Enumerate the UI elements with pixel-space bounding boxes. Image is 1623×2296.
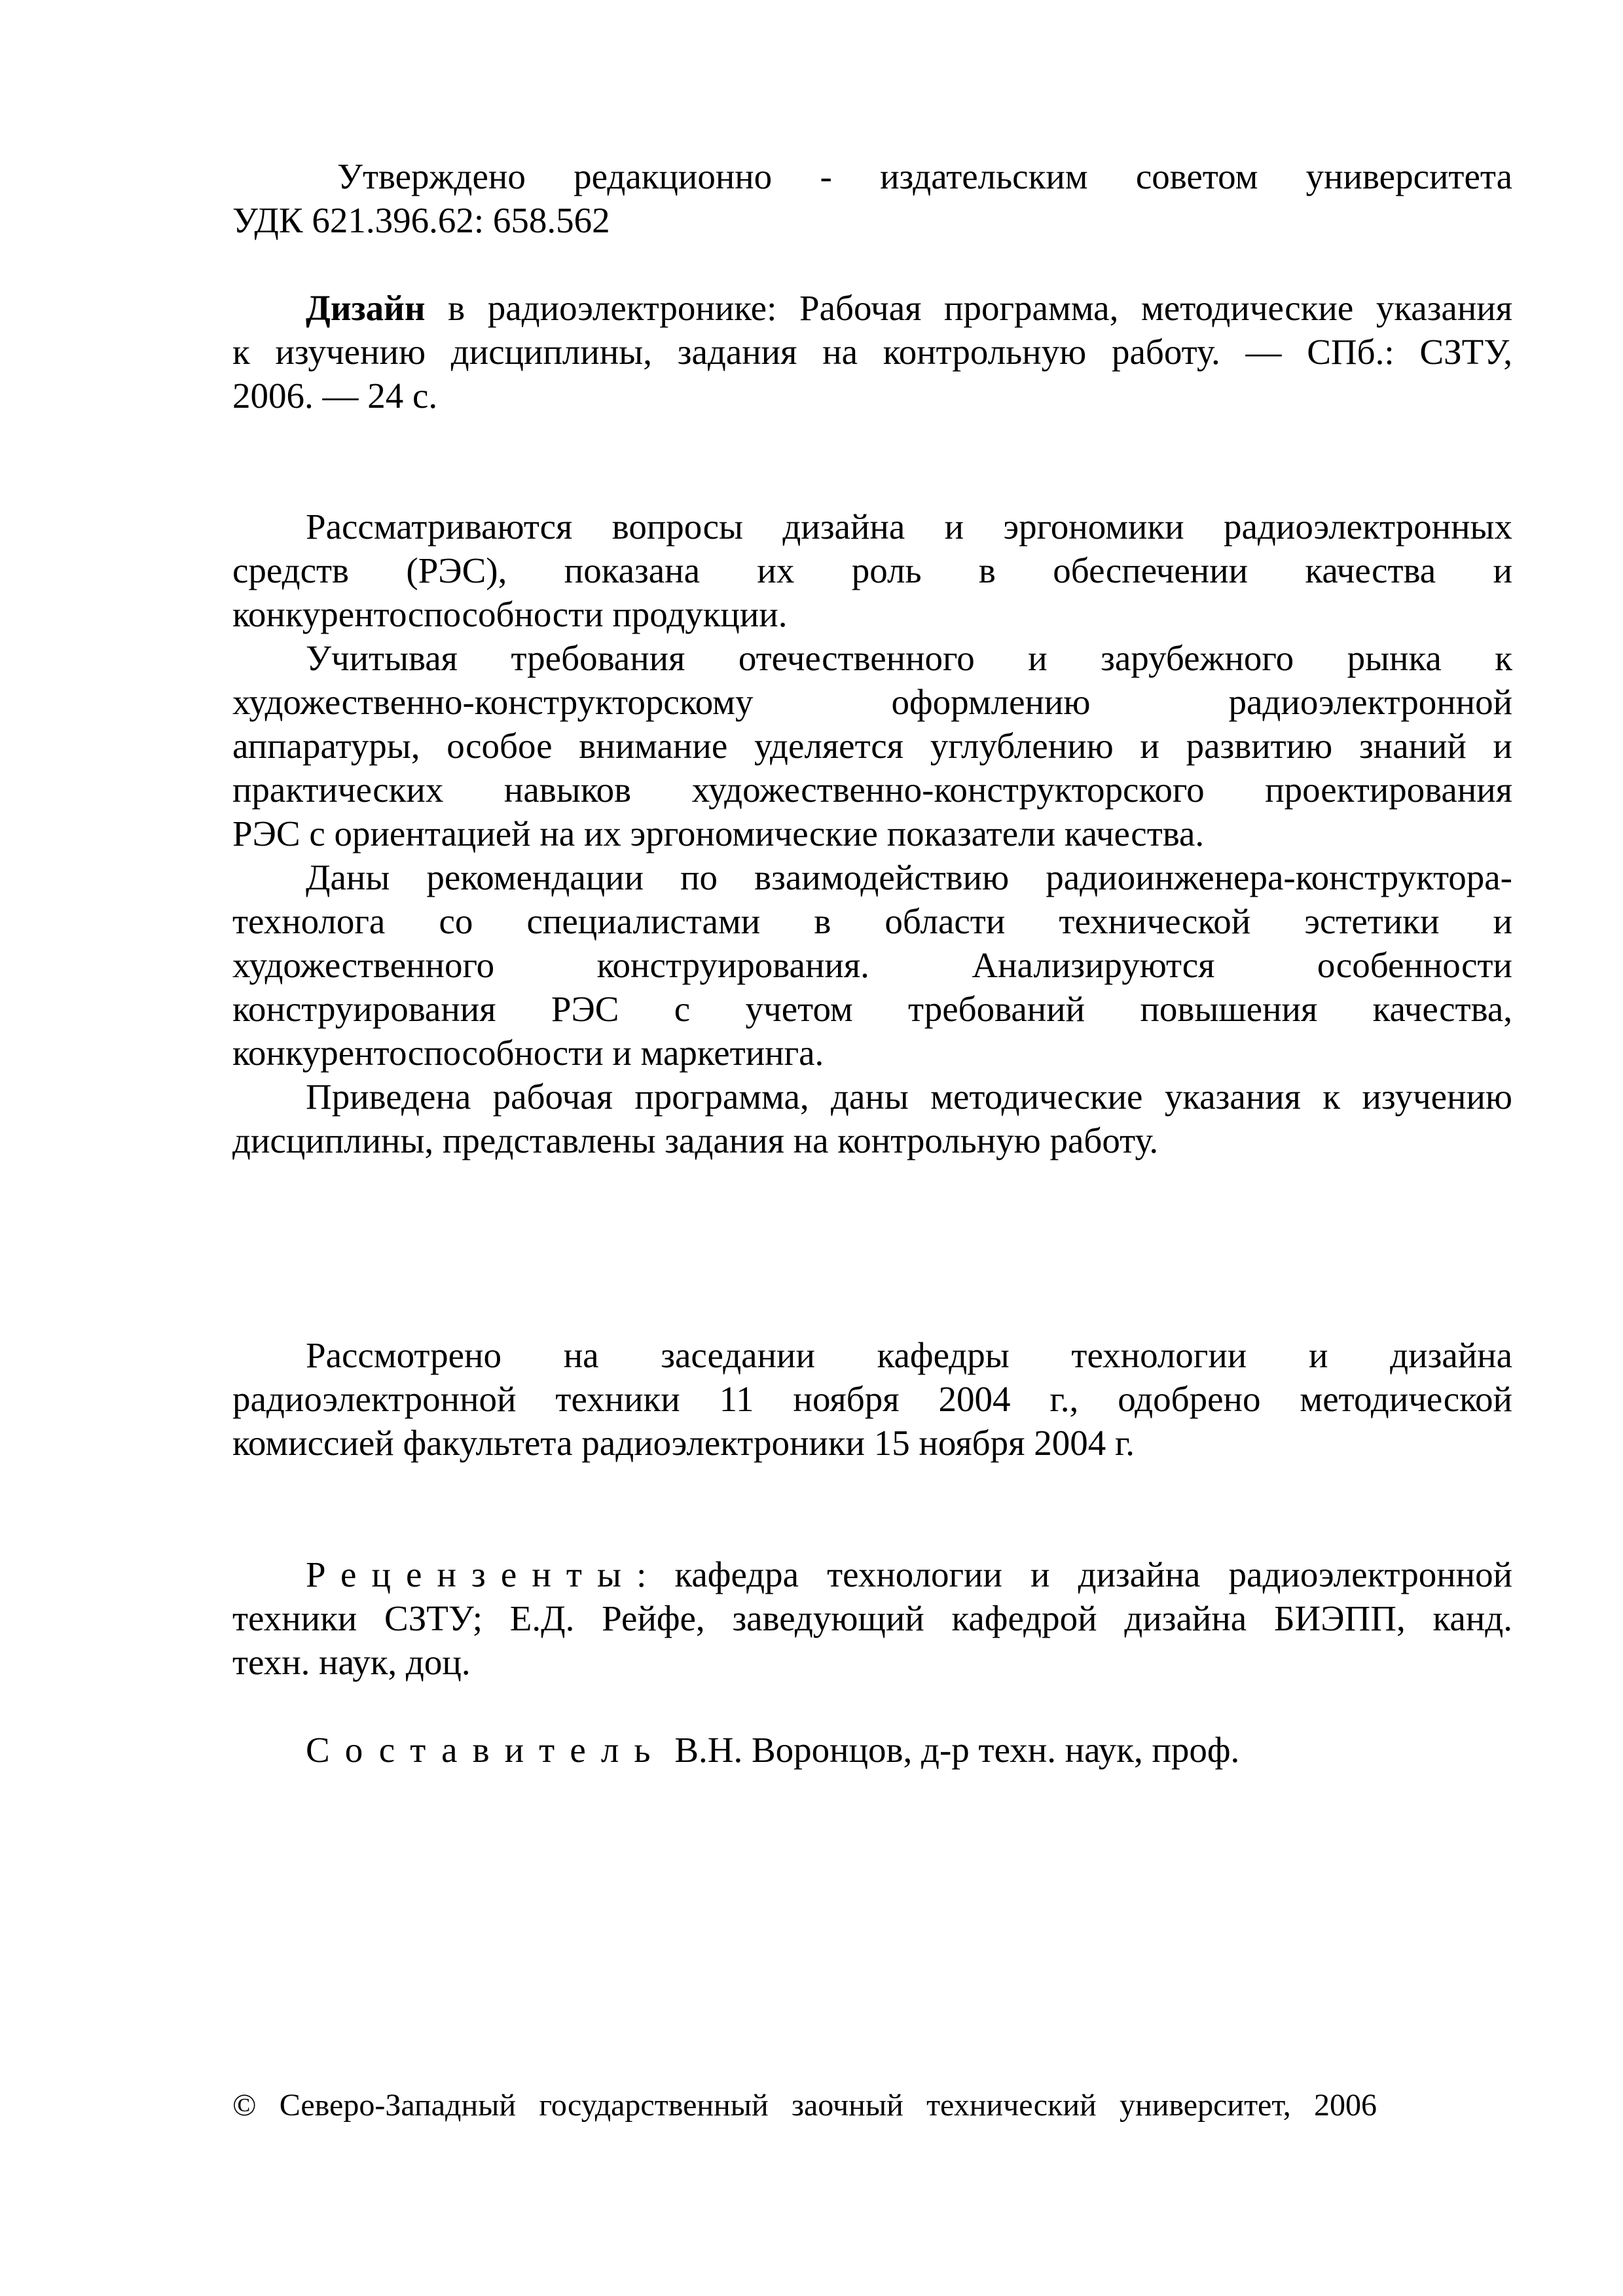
reviewers xyxy=(232,1552,1512,1684)
compiler-text: В.Н. Воронцов, д-р техн. наук, проф. xyxy=(665,1730,1240,1770)
department-approval-line: комиссией факультета радиоэлектроники 15 ноября 2004 г. xyxy=(232,1423,1135,1463)
copyright-notice: © Северо-Западный государственный заочный технический университет, 2006 xyxy=(232,2088,1377,2123)
citation-line xyxy=(232,286,1512,330)
reviewers-line1-text: : кафедра технологии и дизайна радиоэлектронной xyxy=(636,1554,1512,1594)
abstract-line: РЭС с ориентацией на их эргономические показатели качества. xyxy=(232,814,1205,853)
compiler-line xyxy=(232,1728,1512,1772)
abstract-line: дисциплины, представлены задания на контрольную работу. xyxy=(232,1121,1159,1160)
department-approval-line: радиоэлектронной техники 11 ноября 2004 г., одобрено методической xyxy=(232,1379,1512,1419)
abstract-line: технолога со специалистами в области технической эстетики и xyxy=(232,901,1512,941)
department-approval-line: Рассмотрено на заседании кафедры технологии и дизайна xyxy=(306,1335,1512,1375)
citation-line1-text: в радиоэлектронике: Рабочая программа, методические указания xyxy=(448,288,1512,328)
abstract-line: средств (РЭС), показана их роль в обеспечении качества и xyxy=(232,550,1512,590)
abstract-line: конкурентоспособности и маркетинга. xyxy=(232,1033,824,1073)
reviewers-line: техники СЗТУ; Е.Д. Рейфе, заведующий кафедрой дизайна БИЭПП, канд. xyxy=(232,1598,1512,1638)
abstract-line: практических навыков художественно-конструкторского проектирования xyxy=(232,770,1512,810)
abstract-line: художественно-конструкторскому оформлению радиоэлектронной xyxy=(232,682,1512,722)
compiler-label: Составитель xyxy=(306,1730,666,1770)
abstract-line: конструирования РЭС с учетом требований повышения качества, xyxy=(232,989,1512,1029)
reviewers-label: Рецензенты xyxy=(306,1554,637,1594)
abstract-line: конкурентоспособности продукции. xyxy=(232,594,788,634)
citation-line: к изучению дисциплины, задания на контрольную работу. — СПб.: СЗТУ, xyxy=(232,332,1512,372)
compiler xyxy=(232,1728,1512,1772)
approval-statement xyxy=(337,154,1512,198)
udk-code: УДК 621.396.62: 658.562 xyxy=(232,200,610,240)
abstract-line: аппаратуры, особое внимание уделяется углублению и развитию знаний и xyxy=(232,726,1512,766)
citation-line: 2006. — 24 с. xyxy=(232,376,438,416)
reviewers-line: техн. наук, доц. xyxy=(232,1642,471,1682)
approval-statement-line: Утверждено редакционно - издательским советом университета xyxy=(337,156,1512,196)
department-approval xyxy=(232,1333,1512,1465)
bibliographic-citation xyxy=(232,286,1512,418)
citation-title: Дизайн xyxy=(306,288,426,328)
abstract-line: художественного конструирования. Анализируются особенности xyxy=(232,945,1512,985)
abstract xyxy=(232,505,1512,1162)
reviewers-line xyxy=(232,1552,1512,1596)
abstract-line: Даны рекомендации по взаимодействию радиоинженера-конструктора- xyxy=(306,857,1512,897)
abstract-line: Учитывая требования отечественного и зарубежного рынка к xyxy=(306,638,1512,678)
abstract-line: Приведена рабочая программа, даны методические указания к изучению xyxy=(306,1077,1512,1117)
abstract-line: Рассматриваются вопросы дизайна и эргономики радиоэлектронных xyxy=(306,507,1512,547)
